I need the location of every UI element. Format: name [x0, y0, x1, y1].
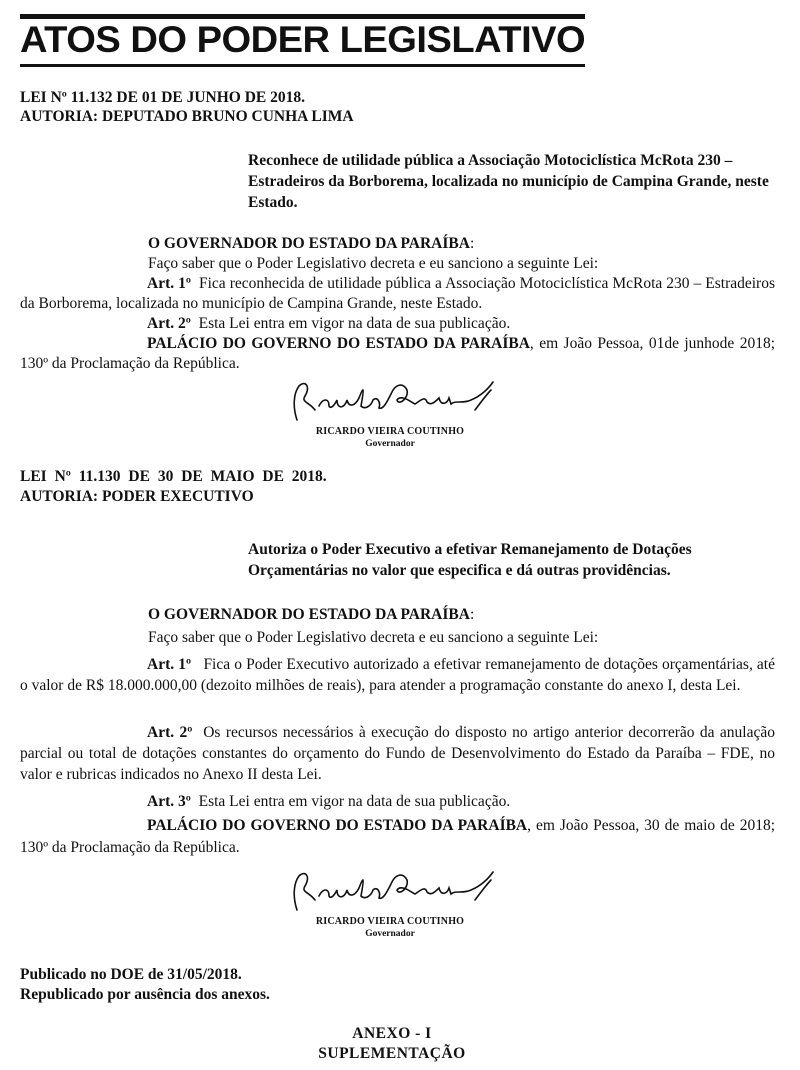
law2-signatory-role: Governador: [365, 929, 415, 939]
annex-title: ANEXO - I: [352, 1025, 432, 1042]
law1-number: LEI Nº 11.132 DE 01 DE JUNHO DE 2018.: [20, 89, 306, 106]
law2-article-2: Art. 2º Os recursos necessários à execução do disposto no artigo anterior decorrerão da anulação parcial ou total de dotações constantes do orçamento do Fundo de Desenvolvimento do Estado da Paraíba – FDE, no valor e rubricas indicados no Anexo II desta Lei.: [20, 724, 776, 783]
law2-enactment: Faço saber que o Poder Legislativo decreta e eu sanciono a seguinte Lei:: [148, 629, 599, 646]
law1-article-1: Art. 1º Fica reconhecida de utilidade pública a Associação Motociclística McRota 230 – Estradeiros da Borborema, localizada no município de Campina Grande, neste Estado.: [20, 275, 776, 312]
law2-summary: Autoriza o Poder Executivo a efetivar Remanejamento de Dotações Orçamentárias no valor que especifica e dá outras providências.: [248, 541, 692, 579]
law2-palace: PALÁCIO DO GOVERNO DO ESTADO DA PARAÍBA, em João Pessoa, 30 de maio de 2018; 130º da Proclamação da República.: [20, 817, 775, 856]
published-note: Publicado no DOE de 31/05/2018.: [20, 966, 242, 983]
law1-signatory-name: RICARDO VIEIRA COUTINHO: [315, 426, 465, 437]
law2-article-3: Art. 3º Esta Lei entra em vigor na data de sua publicação.: [147, 793, 511, 810]
law1-signatory-role: Governador: [365, 439, 415, 449]
law2-number: LEI Nº 11.130 DE 30 DE MAIO DE 2018.: [20, 468, 327, 485]
signature-scribble-icon: [275, 870, 505, 916]
law1-summary: Reconhece de utilidade pública a Associação Motociclística McRota 230 – Estradeiros da Borborema, localizada no município de Campina Grande, neste Estado.: [248, 152, 769, 211]
law1-article-2: Art. 2º Esta Lei entra em vigor na data de sua publicação.: [147, 315, 511, 332]
law1-authorship: AUTORIA: DEPUTADO BRUNO CUNHA LIMA: [20, 108, 354, 125]
header-bottom-rule: [20, 64, 585, 67]
section-title: ATOS DO PODER LEGISLATIVO: [20, 19, 586, 60]
republished-note: Republicado por ausência dos anexos.: [20, 986, 270, 1003]
law2-article-1: Art. 1º Fica o Poder Executivo autorizado a efetivar remanejamento de dotações orçamentárias, até o valor de R$ 18.000.000,00 (dezoito milhões de reais), para atender a programação constante do anexo I, desta Lei.: [20, 656, 775, 694]
law2-signatory-name: RICARDO VIEIRA COUTINHO: [315, 916, 465, 927]
law1-governor-heading: O GOVERNADOR DO ESTADO DA PARAÍBA:: [148, 235, 475, 252]
annex-subtitle: SUPLEMENTAÇÃO: [318, 1045, 466, 1062]
law2-signature-block: [270, 870, 510, 940]
law1-palace: PALÁCIO DO GOVERNO DO ESTADO DA PARAÍBA, em João Pessoa, 01de junhode 2018; 130º da Proclamação da República.: [20, 335, 775, 372]
signature-scribble-icon: [275, 380, 505, 426]
law1-enactment: Faço saber que o Poder Legislativo decreta e eu sanciono a seguinte Lei:: [148, 255, 599, 272]
law2-governor-heading: O GOVERNADOR DO ESTADO DA PARAÍBA:: [148, 606, 475, 623]
law1-signature-block: [270, 380, 510, 450]
law2-authorship: AUTORIA: PODER EXECUTIVO: [20, 488, 254, 505]
